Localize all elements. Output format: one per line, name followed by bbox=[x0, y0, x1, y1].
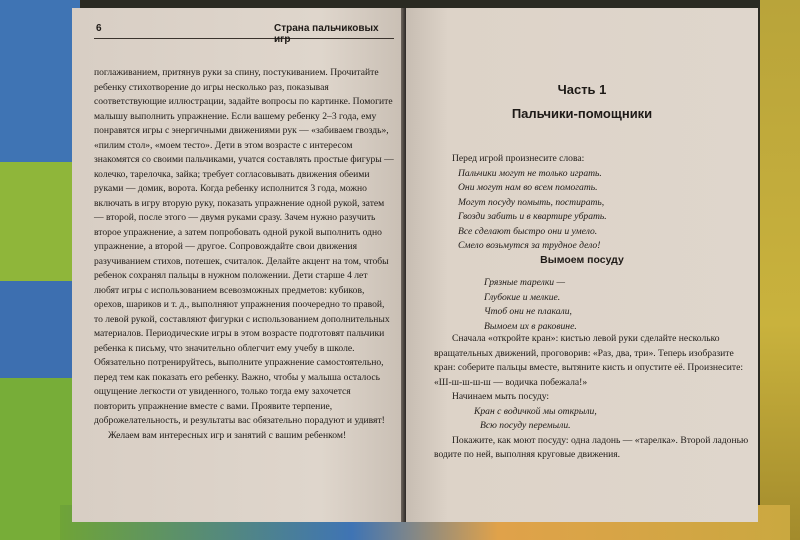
poem-line: Вымоем их в раковине. bbox=[484, 320, 577, 332]
intro-block bbox=[452, 152, 752, 254]
chapter-title: Пальчики-помощники bbox=[511, 106, 653, 121]
book-cover-left-edge bbox=[0, 0, 80, 540]
poem-line: Пальчики могут не только играть. bbox=[458, 167, 602, 179]
page-header bbox=[94, 22, 394, 45]
poem-line: Они могут нам во всем помогать. bbox=[458, 182, 598, 193]
poem-line: Гвозди забить и в квартире убрать. bbox=[458, 211, 607, 222]
body-paragraph: Сначала «откройте кран»: кистью левой руки сделайте несколько вращательных движений, проговорив: «Раз, два, три». Теперь изобразите кран: соберите пальцы вместе, вытяните кисть и опустите её. Произнесите: «Ш-ш-ш-ш-ш — водичка побежала!» bbox=[434, 333, 744, 388]
poem-line: Смело возьмутся за трудное дело! bbox=[458, 240, 601, 251]
intro-poem bbox=[452, 167, 752, 254]
poem-line: Кран с водичкой мы открыли, bbox=[474, 405, 597, 417]
left-page-body bbox=[94, 66, 394, 443]
right-page bbox=[406, 8, 758, 522]
section-title: Вымоем посуду bbox=[540, 254, 624, 266]
closing-paragraph: Желаем вам интересных игр и занятий с вашим ребенком! bbox=[108, 429, 347, 441]
poem-line: Глубокие и мелкие. bbox=[484, 291, 561, 303]
left-page bbox=[72, 8, 405, 522]
poem-line: Чтоб они не плакали, bbox=[484, 306, 572, 317]
book-cover-right-edge bbox=[760, 0, 800, 540]
part-title: Часть 1 bbox=[557, 82, 607, 97]
poem-line: Всю посуду перемыли. bbox=[480, 420, 571, 431]
body-paragraph: Начинаем мыть посуду: bbox=[452, 391, 550, 402]
body-paragraph: Покажите, как моют посуду: одна ладонь — «тарелка». Второй ладонью водите по ней, выполняя круговые движения. bbox=[434, 434, 749, 460]
running-title: Страна пальчиковых игр bbox=[274, 23, 379, 45]
poem-line: Могут посуду помыть, постирать, bbox=[458, 196, 605, 208]
poem-line: Все сделают быстро они и умело. bbox=[458, 225, 598, 237]
exercise-poem bbox=[434, 405, 752, 434]
section-poem bbox=[484, 276, 734, 334]
intro-line: Перед игрой произнесите слова: bbox=[452, 153, 585, 164]
right-page-body bbox=[434, 332, 752, 463]
body-paragraph: поглаживанием, притянув руки за спину, постукиванием. Прочитайте ребенку стихотворение до игры несколько раз, показывая соответствующие иллюстрации, задайте вопросы по картинке. Помогите малышу выполнить упражнение. Если вашему ребенку 2–3 года, ему понравятся игры с энергичными движениями рук — «забиваем гвоздь», «пилим стол», «моем тесто». Дети в этом возрасте с интересом знакомятся со своими пальчиками, учатся составлять простые фигуры — колечко, тарелочка, зайка; требует согласовывать движения обеими руками — домик, ворота. Когда ребенку исполнится 3 года, можно включать в игру вторую руку, показать упражнение одной рукой, затем — второй, после этого — двумя руками сразу. Зачем нужно разучить второе упражнение, а затем попробовать одной рукой выполнить одно упражнение, а второй — другое. Сопровождайте свои движения разучиванием стихов, потешек, считалок. Делайте акцент на том, чтобы ребенок сохранял пальцы в нужном положении. Дети старше 4 лет любят игры с использованием всевозможных предметов: кубиков, орехов, шариков и т. д., выполняют упражнения поочередно то правой, то левой рукой, составляют фигурки с использованием дополнительных материалов. Периодические игры в этом возрасте подготовят пальчики ребенка к письму, что значительно облегчит ему учебу в школе. Обязательно потренируйтесь, выполните упражнение самостоятельно, перед тем как показать его ребенку. Важно, чтобы у малыша осталось ощущение легкости от увиденного, только тогда ему захочется повторить упражнение вместе с вами. Проявите терпение, доброжелательность, и результаты вас обязательно порадуют и удивят! bbox=[94, 67, 394, 426]
poem-line: Грязные тарелки — bbox=[484, 277, 566, 288]
page-number: 6 bbox=[96, 23, 102, 34]
